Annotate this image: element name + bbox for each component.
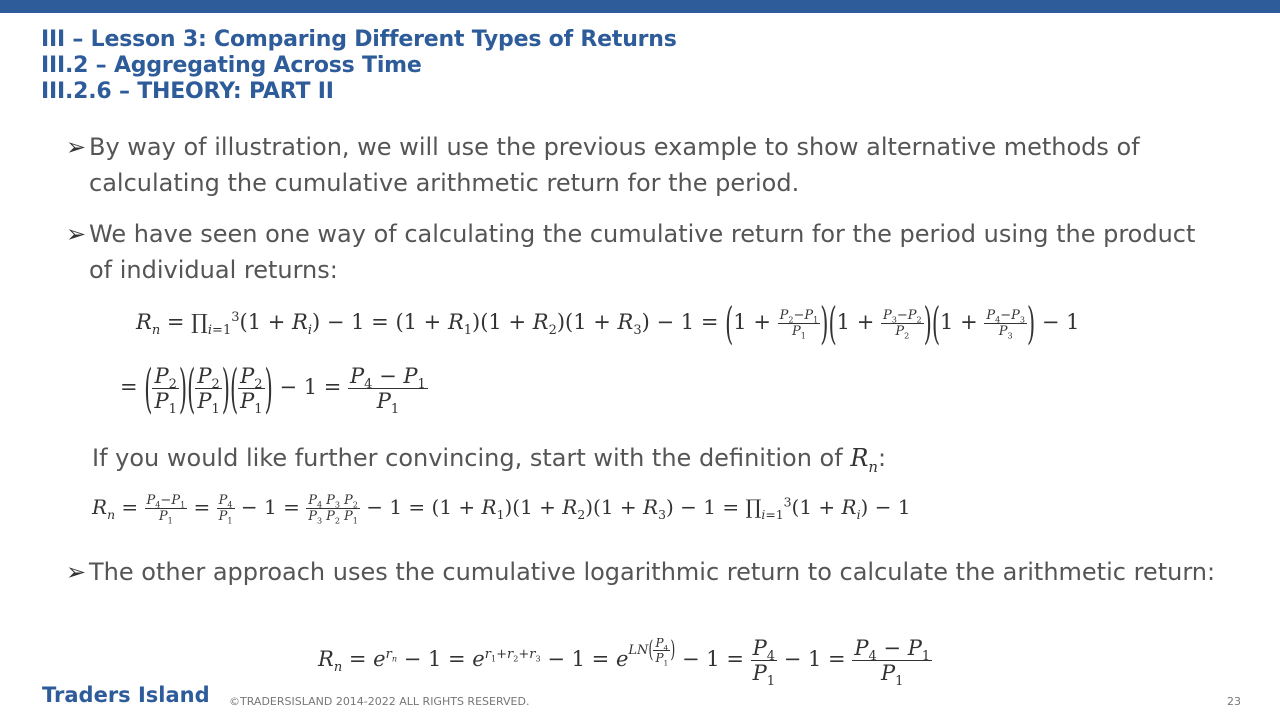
traders-island-logo: Traders Island [42,683,210,707]
page-number: 23 [1227,695,1241,708]
subsection-title: III.2.6 – THEORY: PART II [41,79,334,104]
slide-title-block [41,27,677,105]
top-accent-bar [0,0,1280,13]
further-convincing-note: If you would like further convincing, start with the definition of $R_n$: [92,444,887,476]
bullet-log-approach [66,554,1226,590]
equation-definition-expansion: $R_n$ = $\frac{P_4-P_1}{P_1}$ = $\frac{P_4}{P_1}$ − 1 = $\frac{P_4}{P_3}$ $\frac{P_3}{P_2}$ $\frac{P_2}{P_1}$ − $1 = (1 + R_1)(1 + R_2)(1 + R_3) - 1$ = $\prod_{i=1}^3(1 + R_i) - 1$ [92,493,911,526]
equation-log-return: $R_n = e^{r_n} - 1 = e^{r_1+r_2+r_3} - 1 = eLN$( $\frac{P_4}{P_1}$ ) − 1 = $\frac{P_4}{P_1}$ − 1 = $\frac{P_4 - P_1}{P_1}$ [318,636,931,690]
bullet-product-method [66,216,1226,288]
arrow-bullet-icon: ➢ [66,558,87,586]
arrow-bullet-icon: ➢ [66,220,87,248]
bullet-text: By way of illustration, we will use the previous example to show alternative methods of calculating the cumulative arithmetic return for the period. [89,133,1140,197]
arrow-bullet-icon: ➢ [66,133,87,161]
bullet-text: The other approach uses the cumulative logarithmic return to calculate the arithmetic return: [89,558,1216,586]
copyright-notice: ©TRADERSISLAND 2014-2022 ALL RIGHTS RESERVED. [229,695,530,708]
note-text: If you would like further convincing, start with the definition of [92,444,851,472]
equation-price-ratios: = ( $\frac{P_2}{P_1}$ )( $\frac{P_2}{P_1}$ )( $\frac{P_2}{P_1}$ ) − 1 = $\frac{P_4 - P_1}{P_1}$ [120,358,426,419]
bullet-text: We have seen one way of calculating the cumulative return for the period using the product of individual returns: [89,220,1196,284]
section-title: III.2 – Aggregating Across Time [41,53,422,78]
equation-product-of-returns: $R_n$ = $\prod_{i=1}^3(1 + R_i) - 1 = (1 + R_1)(1 + R_2)(1 + R_3) - 1 = (1$ + $\frac{P_2-P_1}{P_1}$ )(1 + $\frac{P_3-P_2}{P_2}$ )(1 + $\frac{P_4-P_3}{P_3}$ ) − 1 [136,298,1080,349]
lesson-title: III – Lesson 3: Comparing Different Types of Returns [41,27,677,52]
bullet-illustration [66,129,1226,201]
